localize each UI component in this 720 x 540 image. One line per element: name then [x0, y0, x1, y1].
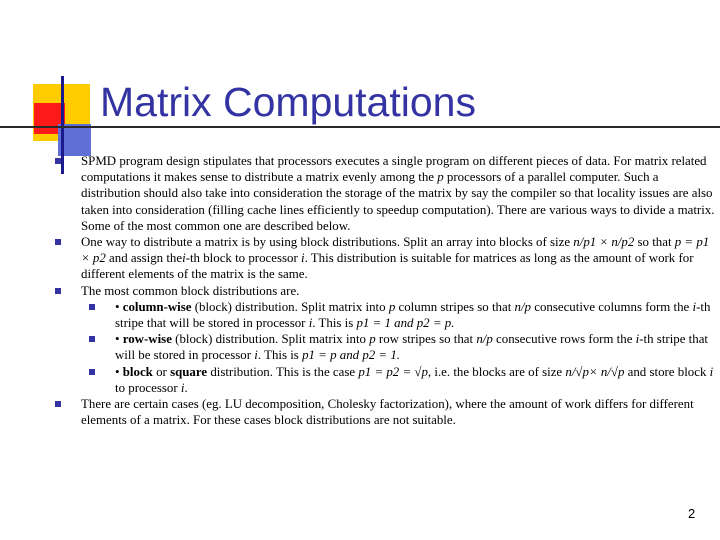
- page-number: 2: [688, 506, 696, 521]
- bullet-square-icon: [89, 336, 95, 342]
- title-divider: [0, 126, 720, 128]
- sub-bullet-block-square: • block or square distribution. This is the case p1 = p2 = √p, i.e. the blocks are of size n/√p× n/√p and store block i to processor i.: [55, 364, 715, 396]
- bullet-item-block-distribution: One way to distribute a matrix is by using block distributions. Split an array into blocks of size n/p1 × n/p2 so that p = p1 × p2 and assign thei-th block to processor i. This distribution is suitable for matrices as long as the amount of work for different elements of the matrix is the same.: [55, 234, 715, 283]
- slide-body: [55, 153, 715, 428]
- bullet-square-icon: [55, 158, 61, 164]
- slide-title: Matrix Computations: [100, 79, 476, 125]
- bullet-square-icon: [55, 239, 61, 245]
- sub-bullet-row-wise: • row-wise (block) distribution. Split matrix into p row stripes so that n/p consecutive rows form the i-th stripe that will be stored in processor i. This is p1 = p and p2 = 1.: [55, 331, 715, 363]
- bullet-square-icon: [55, 288, 61, 294]
- bullet-item-spmd: SPMD program design stipulates that processors executes a single program on different pieces of data. For matrix related computations it makes sense to distribute a matrix evenly among the p processors of a parallel computer. Such a distribution should also take into consideration the storage of the matrix by say the compiler so that locality issues are also taken into consideration (filling cache lines efficiently to speedup computation). There are various ways to divide a matrix. Some of the most common one are described below.: [55, 153, 715, 234]
- bullet-item-common-distributions: The most common block distributions are.: [55, 283, 715, 299]
- bullet-square-icon: [55, 401, 61, 407]
- bullet-square-icon: [89, 369, 95, 375]
- sub-bullet-column-wise: • column-wise (block) distribution. Split matrix into p column stripes so that n/p consecutive columns form the i-th stripe that will be stored in processor i. This is p1 = 1 and p2 = p.: [55, 299, 715, 331]
- bullet-item-special-cases: There are certain cases (eg. LU decomposition, Cholesky factorization), where the amount of work differs for different elements of a matrix. For these cases block distributions are not suitable.: [55, 396, 715, 428]
- bullet-square-icon: [89, 304, 95, 310]
